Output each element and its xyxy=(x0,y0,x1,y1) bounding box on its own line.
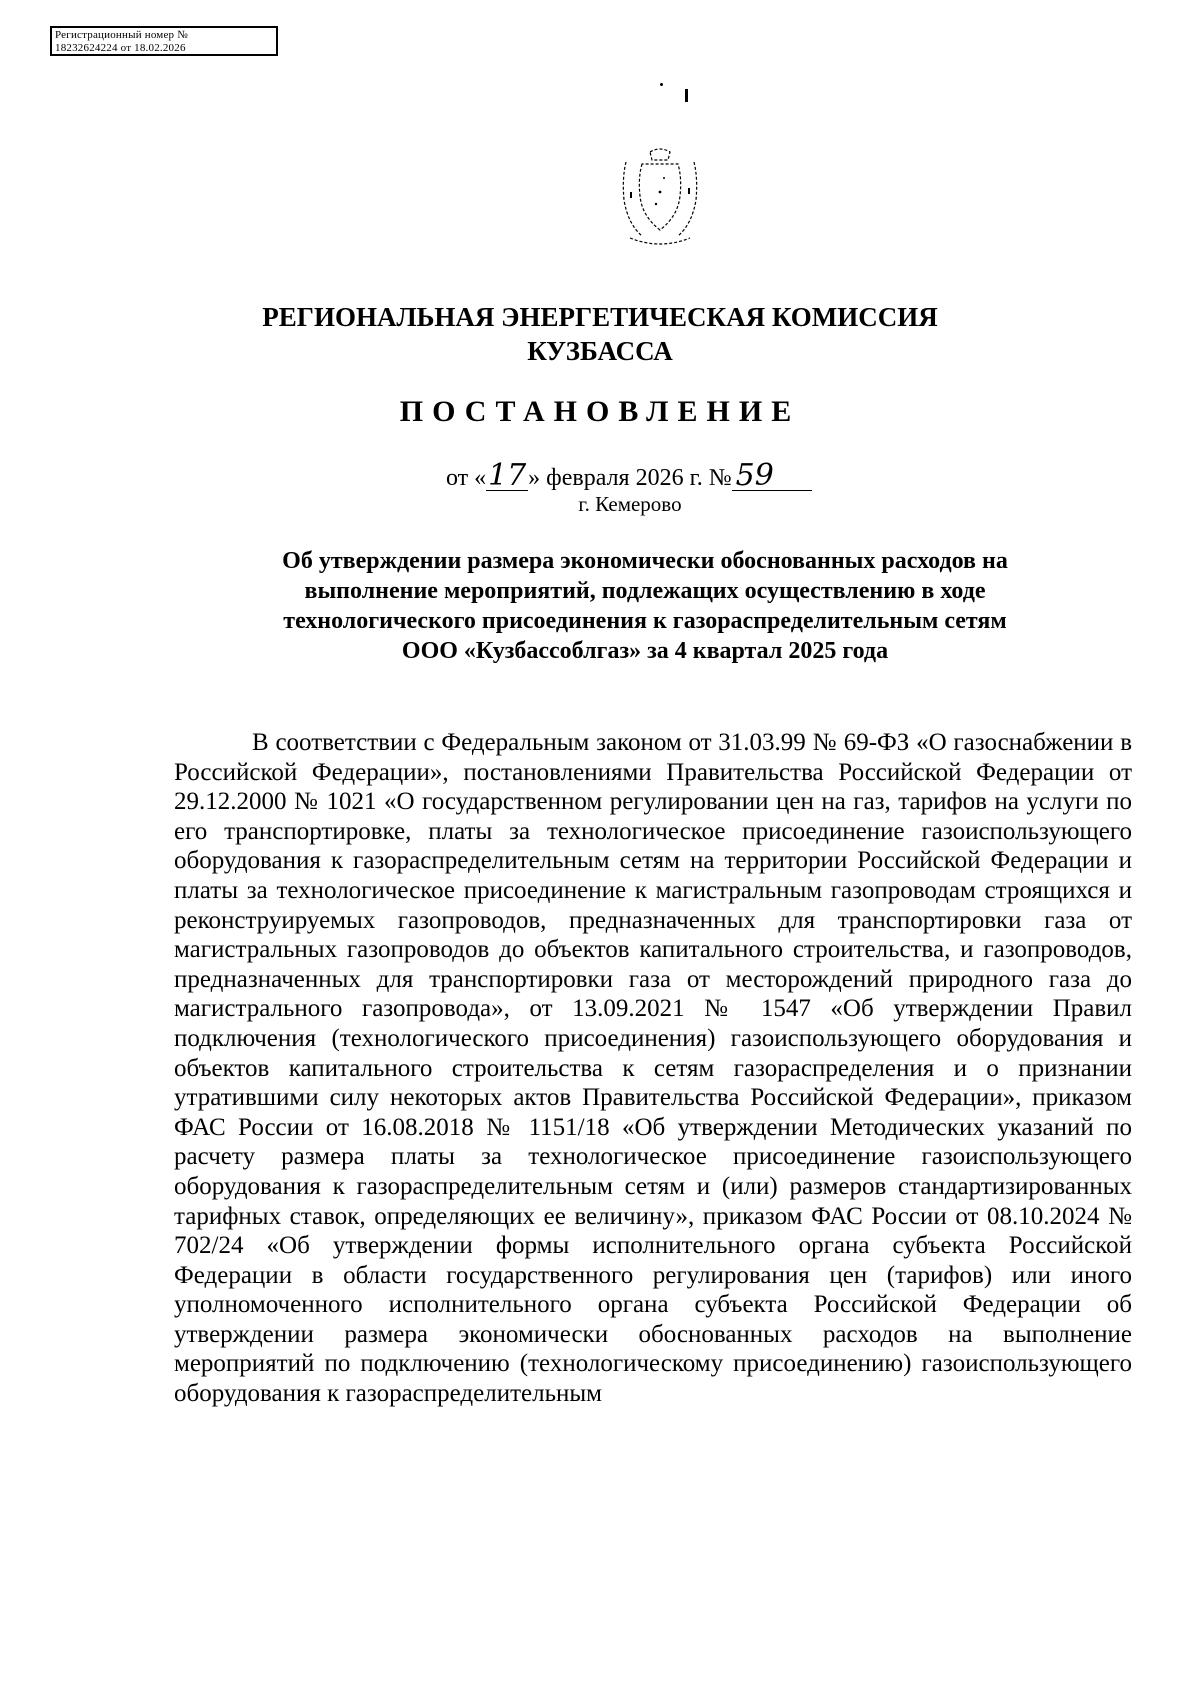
registration-stamp xyxy=(50,26,278,56)
subject-line-3: технологического присоединения к газораспределительным сетям xyxy=(283,608,1007,634)
registration-number: 18232624224 от 18.02.2026 xyxy=(55,42,186,54)
organization-line-2: КУЗБАССА xyxy=(527,336,673,366)
body-paragraph: В соответствии с Федеральным законом от 31.03.99 № 69-ФЗ «О газоснабжении в Российской Федерации», постановлениями Правительства Российской Федерации от 29.12.2000 № 1021 «О государственном регулировании цен на газ, тарифов на услуги по его транспортировке, платы за технологическое присоединение газоиспользующего оборудования к газораспределительным сетям на территории Российской Федерации и платы за технологическое присоединение к магистральным газопроводам строящихся и реконструируемых газопроводов, предназначенных для транспортировки газа от магистральных газопроводов до объектов капитального строительства, и газопроводов, предназначенных для транспортировки газа от месторождений природного газа до магистрального газопровода», от 13.09.2021 № 1547 «Об утверждении Правил подключения (технологического присоединения) газоиспользующего оборудования и объектов капитального строительства к сетям газораспределения и о признании утратившими силу некоторых актов Правительства Российской Федерации», приказом ФАС России от 16.08.2018 № 1151/18 «Об утверждении Методических указаний по расчету размера платы за технологическое присоединение газоиспользующего оборудования к газораспределительным сетям и (или) размеров стандартизированных тарифных ставок, определяющих ее величину», приказом ФАС России от 08.10.2024 № 702/24 «Об утверждении формы исполнительного органа субъекта Российской Федерации в области государственного регулирования цен (тарифов) или иного уполномоченного исполнительного органа субъекта Российской Федерации об утверждении размера экономически обоснованных расходов на выполнение мероприятий по подключению (технологическому присоединению) газоиспользующего оборудования к газораспределительным xyxy=(174,729,1132,1408)
subject-line-1: Об утверждении размера экономически обоснованных расходов на xyxy=(282,548,1008,574)
subject-line-2: выполнение мероприятий, подлежащих осуществлению в ходе xyxy=(304,578,986,604)
registration-label: Регистрационный номер № xyxy=(55,29,188,41)
date-prefix: от « xyxy=(446,465,487,491)
organization-name xyxy=(0,300,1200,368)
document-date xyxy=(446,458,812,493)
coat-of-arms-icon xyxy=(620,148,700,246)
organization-line-1: РЕГИОНАЛЬНАЯ ЭНЕРГЕТИЧЕСКАЯ КОМИССИЯ xyxy=(262,302,938,332)
date-middle: » февраля 2026 г. № xyxy=(528,465,732,491)
scan-artifact-dot xyxy=(660,83,663,86)
subject-line-4: ООО «Кузбассоблгаз» за 4 квартал 2025 года xyxy=(401,638,889,664)
scan-artifact-mark xyxy=(685,89,688,102)
handwritten-day: 17 xyxy=(488,458,527,493)
handwritten-number: 59 xyxy=(732,462,812,491)
document-type: ПОСТАНОВЛЕНИЕ xyxy=(399,395,801,428)
city: г. Кемерово xyxy=(578,492,682,516)
document-subject xyxy=(180,546,1110,666)
